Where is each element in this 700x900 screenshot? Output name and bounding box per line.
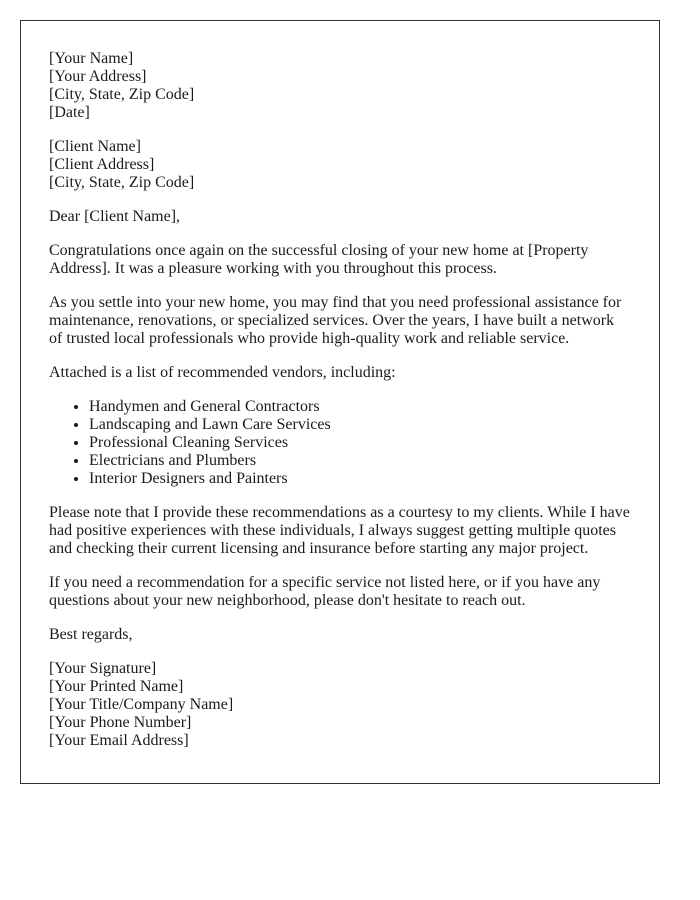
recipient-block — [49, 138, 631, 192]
email-address: [Your Email Address] — [49, 732, 189, 749]
vendor-list-item: • Interior Designers and Painters — [89, 470, 631, 488]
printed-name: [Your Printed Name] — [49, 678, 184, 695]
paragraph-disclaimer: Please note that I provide these recommendations as a courtesy to my clients. While I have had positive experiences with these individuals, I always suggest getting multiple quotes and checking their current licensing and insurance before starting any major project. — [49, 504, 630, 557]
recipient-address: [Client Address] — [49, 156, 155, 173]
paragraph-professional-network: As you settle into your new home, you may find that you need professional assistance for maintenance, renovations, or specialized services. Over the years, I have built a network of trusted local professionals who provide high-quality work and reliable service. — [49, 294, 622, 347]
paragraph-contact-offer: If you need a recommendation for a specific service not listed here, or if you have any questions about your new neighborhood, please don't hesitate to reach out. — [49, 574, 601, 609]
closing: Best regards, — [49, 626, 133, 643]
vendor-list-item: • Handymen and General Contractors — [89, 398, 631, 416]
vendor-list-item: • Landscaping and Lawn Care Services — [89, 416, 631, 434]
paragraph-congratulations: Congratulations once again on the successful closing of your new home at [Property Address]. It was a pleasure working with you throughout this process. — [49, 242, 589, 277]
vendor-list-item: • Electricians and Plumbers — [89, 452, 631, 470]
recipient-name: [Client Name] — [49, 138, 141, 155]
signature-line: [Your Signature] — [49, 660, 157, 677]
signature-block — [49, 660, 631, 750]
title-company: [Your Title/Company Name] — [49, 696, 234, 713]
vendor-list-item: • Professional Cleaning Services — [89, 434, 631, 452]
recipient-city-state-zip: [City, State, Zip Code] — [49, 174, 195, 191]
salutation: Dear [Client Name], — [49, 208, 181, 225]
letter-date: [Date] — [49, 104, 90, 121]
letter-page — [20, 20, 660, 784]
vendor-list — [49, 398, 631, 488]
sender-city-state-zip: [City, State, Zip Code] — [49, 86, 195, 103]
phone-number: [Your Phone Number] — [49, 714, 192, 731]
sender-block — [49, 50, 631, 122]
paragraph-vendor-list-intro: Attached is a list of recommended vendors, including: — [49, 364, 396, 381]
sender-address: [Your Address] — [49, 68, 147, 85]
sender-name: [Your Name] — [49, 50, 134, 67]
